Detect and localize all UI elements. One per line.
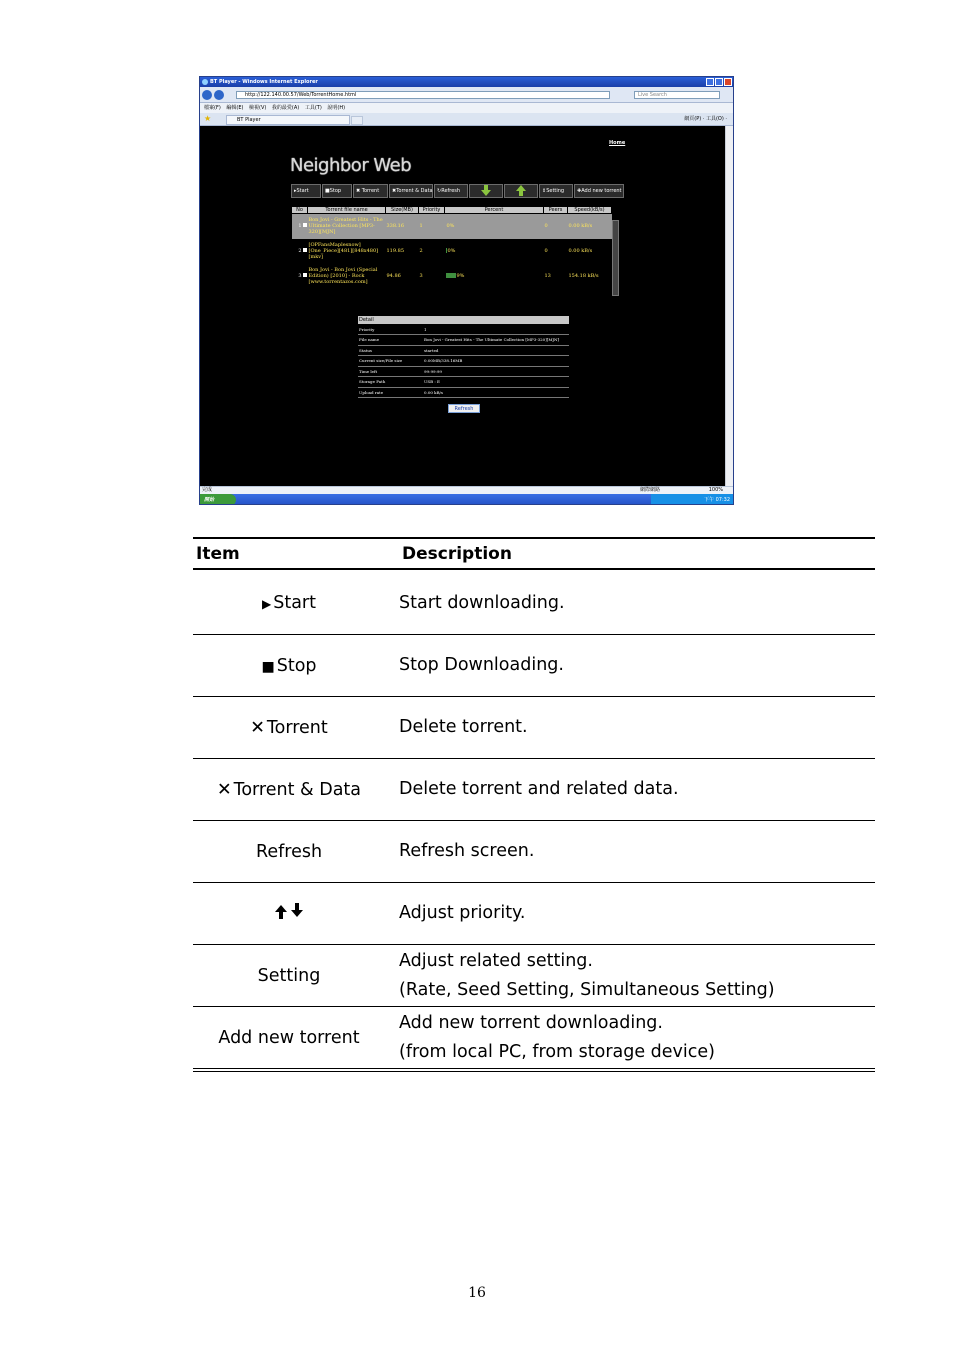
zone-text: 網際網路 [640, 487, 661, 493]
detail-label: Storage Path [358, 377, 423, 388]
detail-refresh-button[interactable]: Refresh [448, 404, 480, 413]
detail-row [358, 366, 569, 377]
app-toolbar [291, 184, 624, 198]
item-label: Add new torrent [218, 1027, 360, 1048]
row-size: 94.86 [386, 273, 401, 279]
row-percent: 0% [446, 223, 455, 230]
detail-label: File name [358, 335, 423, 346]
row-peers: 0 [544, 214, 568, 239]
detail-header: Detail [358, 316, 569, 324]
delete-torrent-data-button[interactable]: ✖Torrent & Data [389, 184, 433, 198]
row-speed: 154.18 kB/s [568, 273, 599, 279]
priority-down-button[interactable] [469, 184, 503, 198]
browser-title-bar [200, 77, 733, 87]
refresh-button[interactable]: ↻Refresh [434, 184, 468, 198]
arrow-up-icon [515, 185, 527, 196]
table-row [193, 634, 875, 696]
item-label: Torrent [266, 717, 328, 738]
play-triangle-icon: ▶ [262, 597, 272, 611]
table-row [193, 572, 875, 634]
row-size: 119.85 [386, 248, 404, 254]
add-new-torrent-button[interactable]: ✚Add new torrent [574, 184, 624, 198]
item-description-note: (Rate, Seed Setting, Simultaneous Setting) [399, 979, 775, 1000]
table-row[interactable] [292, 264, 612, 289]
row-priority: 2 [419, 248, 423, 254]
detail-label: Time left [358, 366, 423, 377]
maximize-button[interactable] [715, 78, 723, 86]
detail-value: 1 [423, 324, 569, 335]
col-peers[interactable]: Peers [544, 207, 568, 214]
row-size: 338.16 [386, 214, 419, 239]
table-row[interactable] [292, 214, 612, 239]
detail-value: 0.00MB/338.16MB [423, 356, 569, 367]
row-no: 2 [298, 248, 302, 254]
item-label: Stop [276, 655, 317, 676]
item-description: Adjust priority. [399, 903, 526, 923]
system-tray-clock: 下午 07:32 [651, 494, 733, 505]
new-tab-button[interactable] [351, 116, 363, 125]
detail-label: Upload rate [358, 387, 423, 398]
row-name: Bon Jovi - Bon Jovi (Special Edition) [2010] - Rock [www.torrentazos.com] [308, 267, 378, 285]
start-button[interactable]: ▸Start [291, 184, 321, 198]
page-scrollbar[interactable] [725, 126, 733, 487]
tab-bt-player[interactable]: BT Player [226, 115, 350, 125]
priority-arrows-icon [273, 902, 305, 920]
col-percent[interactable]: Percent [445, 207, 544, 214]
delete-torrent-button[interactable]: ✖ Torrent [353, 184, 388, 198]
table-header [193, 539, 875, 570]
table-row [193, 758, 875, 820]
close-button[interactable] [724, 78, 732, 86]
start-menu-button[interactable]: 開始 [200, 494, 236, 505]
forward-icon[interactable] [214, 90, 224, 100]
detail-row [358, 356, 569, 367]
item-label: Torrent & Data [233, 779, 362, 800]
browser-title: BT Player - Windows Internet Explorer [210, 79, 318, 85]
taskbar [200, 494, 733, 505]
status-text: 完成 [202, 487, 213, 493]
table-row [193, 882, 875, 944]
detail-row [358, 335, 569, 346]
row-checkbox[interactable] [303, 273, 307, 277]
row-priority: 1 [419, 214, 445, 239]
detail-table [358, 316, 569, 398]
row-peers: 0 [544, 248, 548, 254]
detail-row [358, 324, 569, 335]
priority-up-button[interactable] [504, 184, 538, 198]
col-no[interactable]: No [292, 207, 308, 214]
row-percent: 9% [456, 273, 465, 279]
col-name[interactable]: Torrent file name [308, 207, 386, 214]
item-description: Delete torrent and related data. [399, 779, 679, 799]
ie-icon [202, 79, 208, 85]
detail-value: started [423, 345, 569, 356]
progress-bar [446, 273, 456, 278]
tab-bar [200, 113, 733, 126]
app-screenshot [199, 76, 734, 505]
col-speed[interactable]: Speed(kB/s) [568, 207, 612, 214]
neighbor-web-logo: Neighbor Web [290, 155, 412, 176]
item-description: Stop Downloading. [399, 655, 564, 675]
detail-label: Status [358, 345, 423, 356]
status-bar [200, 486, 733, 494]
detail-row [358, 377, 569, 388]
item-description: Refresh screen. [399, 841, 535, 861]
stop-button[interactable]: ■Stop [322, 184, 352, 198]
item-label: Refresh [255, 841, 323, 862]
row-peers: 13 [544, 273, 551, 279]
page-number: 16 [468, 1285, 486, 1301]
detail-label: Current size/File size [358, 356, 423, 367]
detail-row [358, 345, 569, 356]
item-description: Delete torrent. [399, 717, 528, 737]
table-row[interactable] [292, 239, 612, 264]
setting-button[interactable]: ⇕Setting [539, 184, 573, 198]
menu-bar[interactable]: 檔案(F) 編輯(E) 檢視(V) 我的最愛(A) 工具(T) 說明(H) [200, 103, 733, 113]
delete-x-icon: ✕ [216, 779, 232, 800]
arrow-down-icon [480, 185, 492, 196]
item-description-note: (from local PC, from storage device) [399, 1041, 715, 1062]
favorites-star-icon[interactable]: ★ [204, 114, 212, 123]
item-description: Add new torrent downloading. [399, 1012, 663, 1033]
detail-value: 99:99:99 [423, 366, 569, 377]
stop-square-icon: ■ [261, 658, 275, 675]
item-description: Adjust related setting. [399, 950, 593, 971]
home-link[interactable]: Home [609, 140, 626, 146]
detail-value: 0.00 kB/s [423, 387, 569, 398]
header-description: Description [402, 544, 512, 564]
detail-value: USB : E [423, 377, 569, 388]
item-label: Setting [257, 965, 321, 986]
row-checkbox[interactable] [303, 248, 307, 252]
progress-bar [446, 248, 447, 253]
item-description-table [193, 537, 875, 1072]
row-no: 1 [298, 223, 302, 230]
delete-x-icon: ✕ [250, 717, 265, 738]
address-input[interactable]: http://122.140.00.57/Web/TorrentHome.html [236, 91, 610, 99]
minimize-button[interactable] [706, 78, 714, 86]
row-name: Bon Jovi - Greatest Hits - The Ultimate Collection [MP3-320][MJN] [308, 214, 386, 239]
back-icon[interactable] [202, 90, 212, 100]
row-checkbox[interactable] [303, 223, 307, 227]
command-bar[interactable]: 網頁(P) · 工具(O) · [684, 116, 727, 122]
detail-row [358, 387, 569, 398]
row-name: [OPFansMaplesnow][One_Piece][481][848x480][mkv] [308, 242, 379, 260]
detail-value: Bon Jovi - Greatest Hits - The Ultimate Collection [MP3-320][MJN] [423, 335, 569, 346]
table-row [193, 944, 875, 1006]
item-description: Start downloading. [399, 592, 565, 613]
header-item: Item [196, 544, 240, 564]
search-input[interactable]: Live Search [634, 91, 720, 99]
detail-label: Priority [358, 324, 423, 335]
row-priority: 3 [419, 273, 423, 279]
row-no: 3 [298, 273, 302, 279]
item-label: Start [273, 593, 316, 613]
table-scrollbar[interactable] [612, 220, 619, 296]
table-row [193, 696, 875, 758]
row-speed: 0.00 kB/s [568, 248, 593, 254]
table-row [193, 1006, 875, 1068]
torrent-table [291, 206, 612, 289]
table-row [193, 820, 875, 882]
row-percent: 0% [447, 248, 456, 254]
col-priority[interactable]: Priority [419, 207, 445, 214]
row-speed: 0.00 kB/s [568, 214, 612, 239]
col-size[interactable]: Size(MB) [386, 207, 419, 214]
address-bar-row [200, 87, 733, 103]
zoom-level[interactable]: 100% [708, 487, 723, 493]
